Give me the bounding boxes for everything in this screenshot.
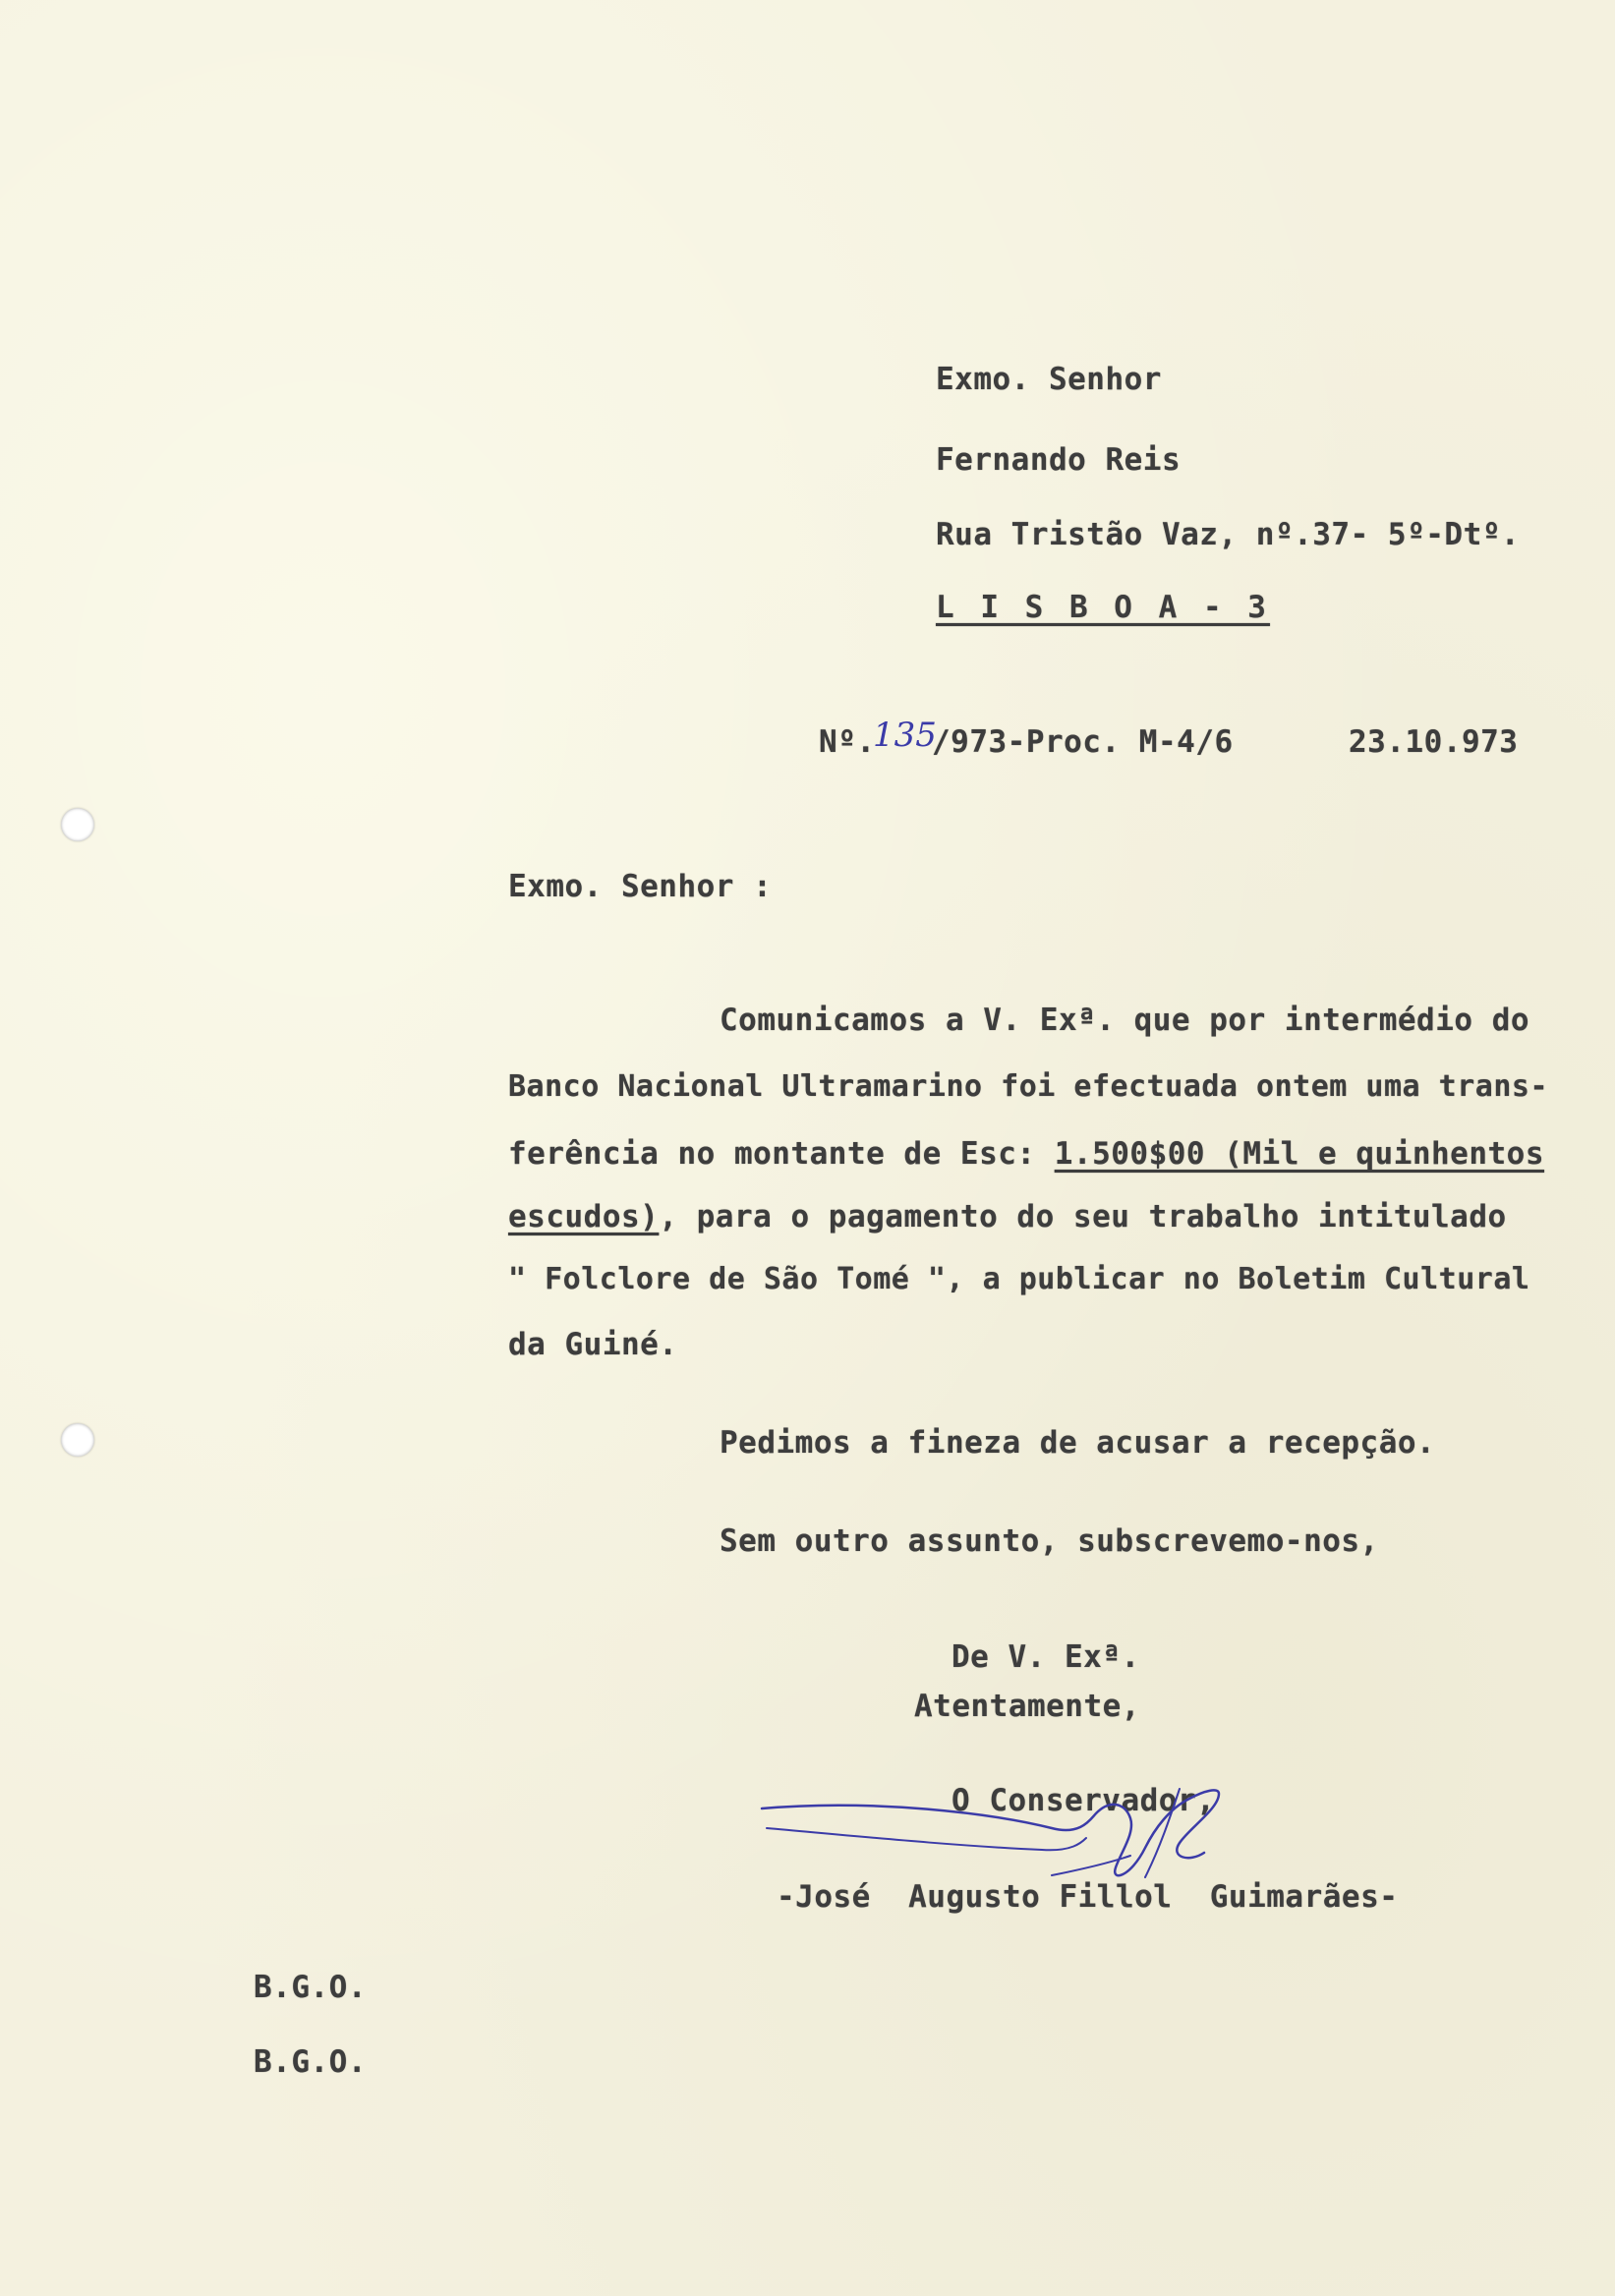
body-line-3	[508, 1136, 1544, 1172]
closing-line-1: De V. Exª.	[952, 1639, 1140, 1675]
body-line-2: Banco Nacional Ultramarino foi efectuada ontem uma trans-	[508, 1069, 1549, 1104]
body-paragraph-3: Sem outro assunto, subscrevemo-nos,	[720, 1523, 1379, 1559]
copy-note-2: B.G.O.	[254, 2044, 367, 2080]
reference-date: 23.10.973	[1349, 724, 1519, 760]
body-line-4	[508, 1199, 1507, 1234]
punch-hole-bottom	[61, 1423, 94, 1457]
reference-prefix: Nº.	[819, 724, 876, 760]
recipient-city: L I S B O A - 3	[936, 590, 1270, 625]
recipient-salutation: Exmo. Senhor	[936, 362, 1162, 397]
signatory-name: -José Augusto Fillol Guimarães-	[777, 1879, 1399, 1915]
punch-hole-top	[61, 808, 94, 841]
reference-process: /973-Proc. M-4/6	[932, 724, 1234, 760]
recipient-name: Fernando Reis	[936, 442, 1182, 478]
body-line-4-text: , para o pagamento do seu trabalho intitulado	[659, 1199, 1507, 1234]
body-paragraph-2: Pedimos a fineza de acusar a recepção.	[720, 1425, 1436, 1461]
reference-handwritten-number: 135	[873, 716, 937, 755]
closing-line-2: Atentamente,	[914, 1689, 1140, 1724]
body-line-6: da Guiné.	[508, 1327, 678, 1362]
body-line-3-text: ferência no montante de Esc:	[508, 1136, 1055, 1172]
closing-role: O Conservador,	[952, 1783, 1216, 1818]
greeting: Exmo. Senhor :	[508, 869, 773, 904]
recipient-street: Rua Tristão Vaz, nº.37- 5º-Dtº.	[936, 517, 1521, 552]
body-line-5: " Folclore de São Tomé ", a publicar no Boletim Cultural	[508, 1262, 1530, 1296]
body-line-1: Comunicamos a V. Exª. que por intermédio do	[720, 1003, 1530, 1038]
amount-text-end: escudos)	[508, 1199, 660, 1234]
copy-note-1: B.G.O.	[254, 1970, 367, 2005]
amount-text: 1.500$00 (Mil e quinhentos	[1054, 1136, 1545, 1172]
